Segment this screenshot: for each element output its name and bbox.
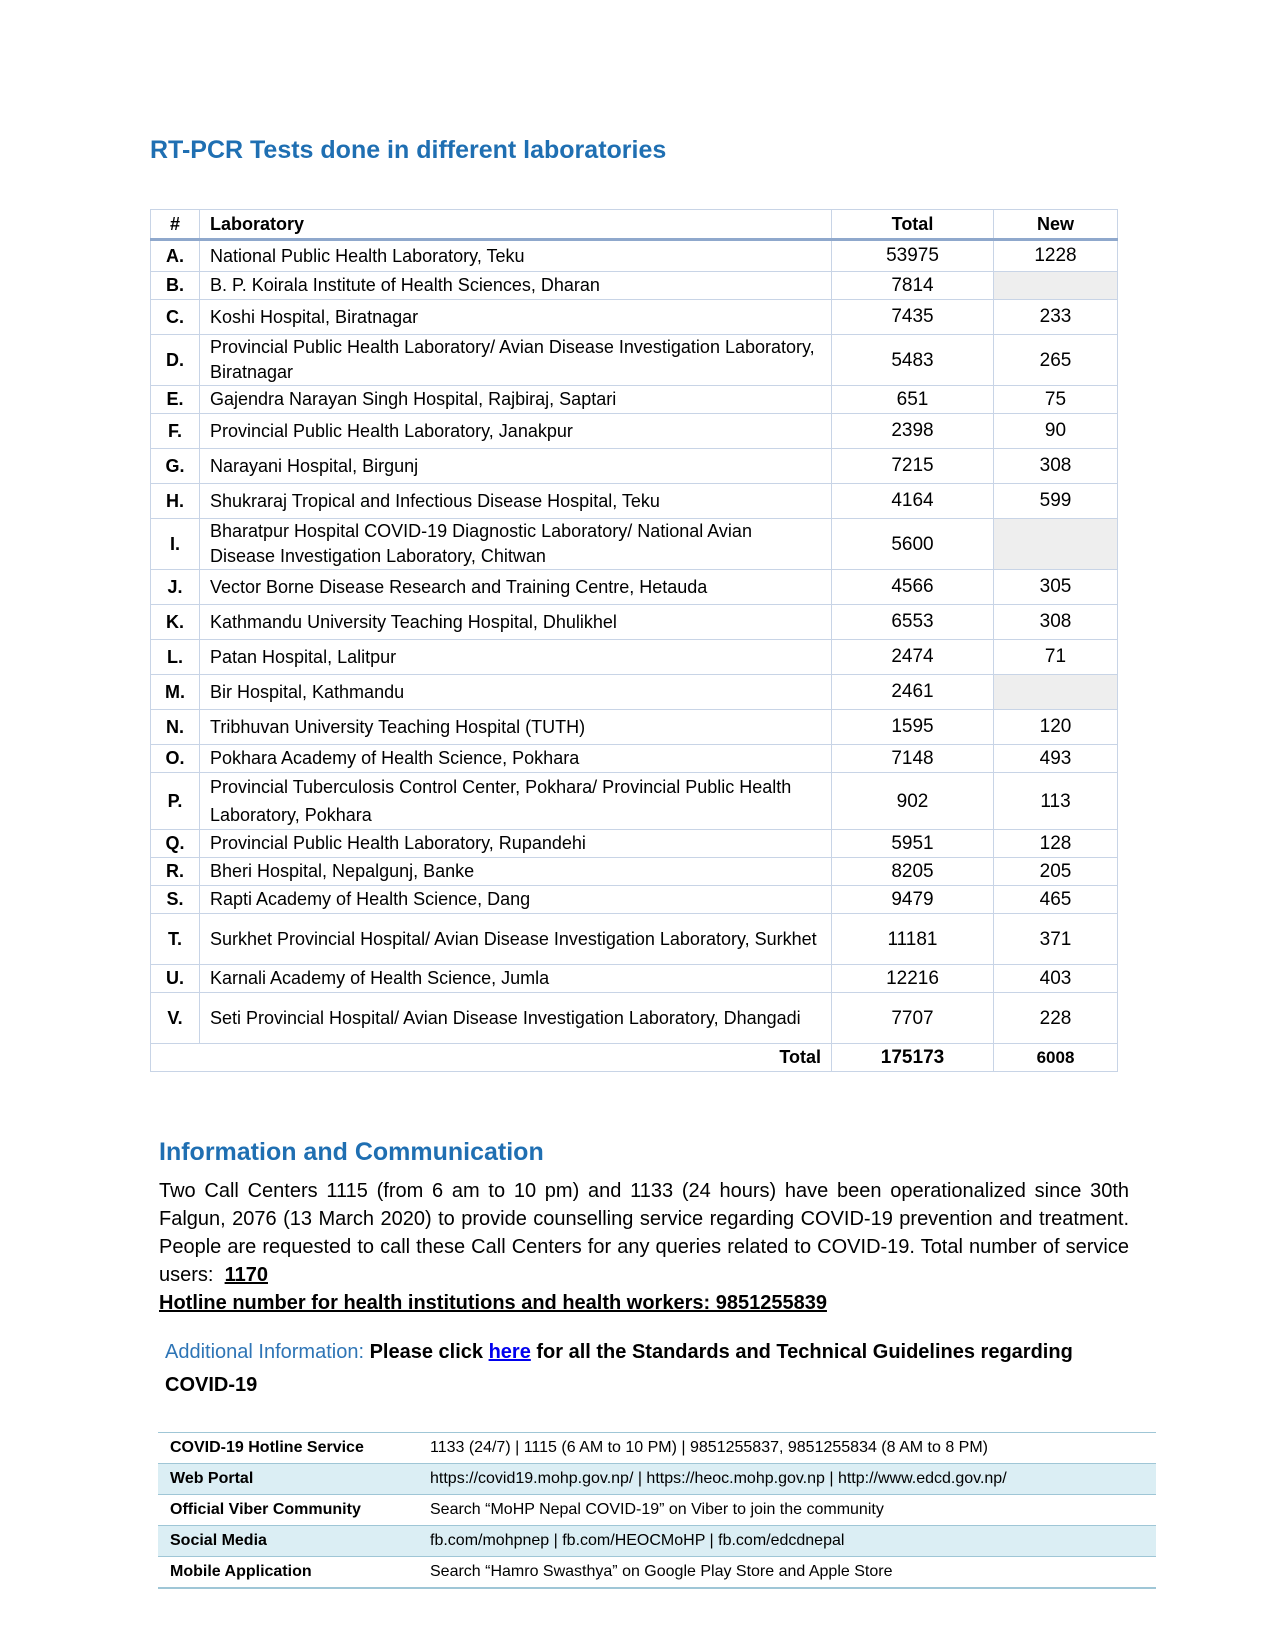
- contact-key: COVID-19 Hotline Service: [170, 1439, 364, 1456]
- table-row: [151, 640, 1118, 675]
- row-new: 493: [994, 745, 1118, 773]
- contact-row: [158, 1495, 1156, 1526]
- guidelines-link[interactable]: here: [488, 1341, 531, 1363]
- row-total: 7435: [832, 300, 994, 335]
- table-row: [151, 484, 1118, 519]
- table-row: [151, 745, 1118, 773]
- header-index: #: [151, 210, 200, 240]
- contact-key: Social Media: [170, 1532, 267, 1549]
- row-index: O.: [151, 745, 200, 773]
- row-new: 465: [994, 886, 1118, 914]
- total-new: 6008: [994, 1044, 1118, 1072]
- row-total: 5600: [832, 519, 994, 570]
- table-row: [151, 335, 1118, 386]
- row-laboratory: Bharatpur Hospital COVID-19 Diagnostic Laboratory/ National Avian Disease Investigation Laboratory, Chitwan: [200, 519, 832, 570]
- contact-row: [158, 1557, 1156, 1589]
- additional-info-pre: Please click: [369, 1341, 484, 1363]
- row-new: 205: [994, 858, 1118, 886]
- contact-value: Search “MoHP Nepal COVID-19” on Viber to join the community: [430, 1501, 884, 1518]
- row-new: 120: [994, 710, 1118, 745]
- contact-row: [158, 1464, 1156, 1495]
- table-row: [151, 240, 1118, 272]
- row-new: 308: [994, 605, 1118, 640]
- contact-table: [158, 1432, 1156, 1589]
- total-row: [151, 1044, 1118, 1072]
- row-new: 1228: [994, 240, 1118, 272]
- row-new: 371: [994, 914, 1118, 965]
- row-total: 5951: [832, 830, 994, 858]
- table-row: [151, 710, 1118, 745]
- table-row: [151, 858, 1118, 886]
- row-laboratory: Koshi Hospital, Biratnagar: [200, 300, 832, 335]
- header-total: Total: [832, 210, 994, 240]
- row-index: B.: [151, 272, 200, 300]
- row-laboratory: Karnali Academy of Health Science, Jumla: [200, 965, 832, 993]
- row-total: 651: [832, 386, 994, 414]
- row-total: 2461: [832, 675, 994, 710]
- row-new: [994, 272, 1118, 300]
- row-laboratory: Gajendra Narayan Singh Hospital, Rajbiraj, Saptari: [200, 386, 832, 414]
- row-index: F.: [151, 414, 200, 449]
- table-row: [151, 886, 1118, 914]
- row-index: K.: [151, 605, 200, 640]
- table-row: [151, 414, 1118, 449]
- row-laboratory: Bir Hospital, Kathmandu: [200, 675, 832, 710]
- row-total: 1595: [832, 710, 994, 745]
- row-new: 128: [994, 830, 1118, 858]
- hotline-text: Hotline number for health institutions and health workers: 9851255839: [159, 1292, 827, 1314]
- row-new: 308: [994, 449, 1118, 484]
- table-row: [151, 675, 1118, 710]
- contact-key: Web Portal: [170, 1470, 254, 1487]
- row-laboratory: Vector Borne Disease Research and Training Centre, Hetauda: [200, 570, 832, 605]
- row-new: 113: [994, 773, 1118, 830]
- row-total: 2398: [832, 414, 994, 449]
- table-row: [151, 570, 1118, 605]
- row-total: 11181: [832, 914, 994, 965]
- row-new: 265: [994, 335, 1118, 386]
- contact-value: fb.com/mohpnep | fb.com/HEOCMoHP | fb.com/edcdnepal: [430, 1532, 845, 1549]
- row-index: U.: [151, 965, 200, 993]
- row-laboratory: Patan Hospital, Lalitpur: [200, 640, 832, 675]
- header-new: New: [994, 210, 1118, 240]
- row-index: E.: [151, 386, 200, 414]
- row-total: 53975: [832, 240, 994, 272]
- row-laboratory: Rapti Academy of Health Science, Dang: [200, 886, 832, 914]
- contact-key: Mobile Application: [170, 1563, 312, 1580]
- row-index: V.: [151, 993, 200, 1044]
- row-index: G.: [151, 449, 200, 484]
- table-row: [151, 830, 1118, 858]
- table-row: [151, 300, 1118, 335]
- info-heading: Information and Communication: [159, 1138, 544, 1166]
- row-laboratory: Provincial Public Health Laboratory/ Avian Disease Investigation Laboratory, Biratnagar: [200, 335, 832, 386]
- row-laboratory: Provincial Tuberculosis Control Center, Pokhara/ Provincial Public Health Laboratory, Pokhara: [200, 773, 832, 830]
- page-title: RT-PCR Tests done in different laboratories: [150, 136, 667, 164]
- contact-key: Official Viber Community: [170, 1501, 361, 1518]
- row-laboratory: Shukraraj Tropical and Infectious Disease Hospital, Teku: [200, 484, 832, 519]
- row-total: 12216: [832, 965, 994, 993]
- row-index: T.: [151, 914, 200, 965]
- additional-info-post: for all the Standards and Technical Guidelines regarding COVID-19: [165, 1341, 1073, 1396]
- row-laboratory: Narayani Hospital, Birgunj: [200, 449, 832, 484]
- contact-row: [158, 1526, 1156, 1557]
- row-new: 90: [994, 414, 1118, 449]
- row-laboratory: Provincial Public Health Laboratory, Rupandehi: [200, 830, 832, 858]
- table-row: [151, 449, 1118, 484]
- additional-info-lead: Additional Information:: [165, 1341, 365, 1363]
- row-index: L.: [151, 640, 200, 675]
- row-new: 305: [994, 570, 1118, 605]
- row-new: 71: [994, 640, 1118, 675]
- row-total: 9479: [832, 886, 994, 914]
- table-row: [151, 605, 1118, 640]
- contact-value: Search “Hamro Swasthya” on Google Play Store and Apple Store: [430, 1563, 893, 1580]
- contact-value: 1133 (24/7) | 1115 (6 AM to 10 PM) | 9851255837, 9851255834 (8 AM to 8 PM): [430, 1439, 988, 1456]
- table-row: [151, 914, 1118, 965]
- row-index: D.: [151, 335, 200, 386]
- row-total: 6553: [832, 605, 994, 640]
- row-total: 8205: [832, 858, 994, 886]
- row-index: C.: [151, 300, 200, 335]
- row-total: 4164: [832, 484, 994, 519]
- row-total: 2474: [832, 640, 994, 675]
- row-laboratory: B. P. Koirala Institute of Health Sciences, Dharan: [200, 272, 832, 300]
- row-index: H.: [151, 484, 200, 519]
- table-row: [151, 993, 1118, 1044]
- row-laboratory: Pokhara Academy of Health Science, Pokhara: [200, 745, 832, 773]
- row-index: A.: [151, 240, 200, 272]
- labs-table: [150, 209, 1118, 1072]
- row-index: P.: [151, 773, 200, 830]
- row-index: S.: [151, 886, 200, 914]
- row-new: 75: [994, 386, 1118, 414]
- row-new: 233: [994, 300, 1118, 335]
- row-total: 5483: [832, 335, 994, 386]
- table-row: [151, 519, 1118, 570]
- row-index: I.: [151, 519, 200, 570]
- row-total: 7148: [832, 745, 994, 773]
- service-users-count: 1170: [224, 1264, 268, 1286]
- row-total: 7215: [832, 449, 994, 484]
- row-laboratory: Surkhet Provincial Hospital/ Avian Disease Investigation Laboratory, Surkhet: [200, 914, 832, 965]
- table-row: [151, 386, 1118, 414]
- row-total: 902: [832, 773, 994, 830]
- row-laboratory: Bheri Hospital, Nepalgunj, Banke: [200, 858, 832, 886]
- row-total: 7707: [832, 993, 994, 1044]
- row-new: [994, 519, 1118, 570]
- row-index: R.: [151, 858, 200, 886]
- table-row: [151, 773, 1118, 830]
- additional-info: [165, 1336, 1105, 1402]
- row-index: Q.: [151, 830, 200, 858]
- row-laboratory: Tribhuvan University Teaching Hospital (TUTH): [200, 710, 832, 745]
- row-total: 7814: [832, 272, 994, 300]
- info-body: Two Call Centers 1115 (from 6 am to 10 pm) and 1133 (24 hours) have been operationalized since 30th Falgun, 2076 (13 March 2020) to provide counselling service regarding COVID-19 prevention and treatment. People are requested to call these Call Centers for any queries related to COVID-19. Total number of service users:: [159, 1180, 1129, 1286]
- row-laboratory: Provincial Public Health Laboratory, Janakpur: [200, 414, 832, 449]
- table-row: [151, 272, 1118, 300]
- row-index: M.: [151, 675, 200, 710]
- table-row: [151, 965, 1118, 993]
- header-laboratory: Laboratory: [200, 210, 832, 240]
- info-paragraph: [159, 1177, 1129, 1289]
- row-laboratory: National Public Health Laboratory, Teku: [200, 240, 832, 272]
- row-index: N.: [151, 710, 200, 745]
- row-new: [994, 675, 1118, 710]
- table-header-row: [151, 210, 1118, 240]
- total-value: 175173: [832, 1044, 994, 1072]
- row-total: 4566: [832, 570, 994, 605]
- row-laboratory: Kathmandu University Teaching Hospital, Dhulikhel: [200, 605, 832, 640]
- info-section: [159, 1138, 1129, 1317]
- total-label: Total: [151, 1044, 832, 1072]
- contact-value: https://covid19.mohp.gov.np/ | https://heoc.mohp.gov.np | http://www.edcd.gov.np/: [430, 1470, 1007, 1487]
- row-new: 228: [994, 993, 1118, 1044]
- row-laboratory: Seti Provincial Hospital/ Avian Disease Investigation Laboratory, Dhangadi: [200, 993, 832, 1044]
- row-new: 403: [994, 965, 1118, 993]
- row-index: J.: [151, 570, 200, 605]
- contact-row: [158, 1433, 1156, 1464]
- row-new: 599: [994, 484, 1118, 519]
